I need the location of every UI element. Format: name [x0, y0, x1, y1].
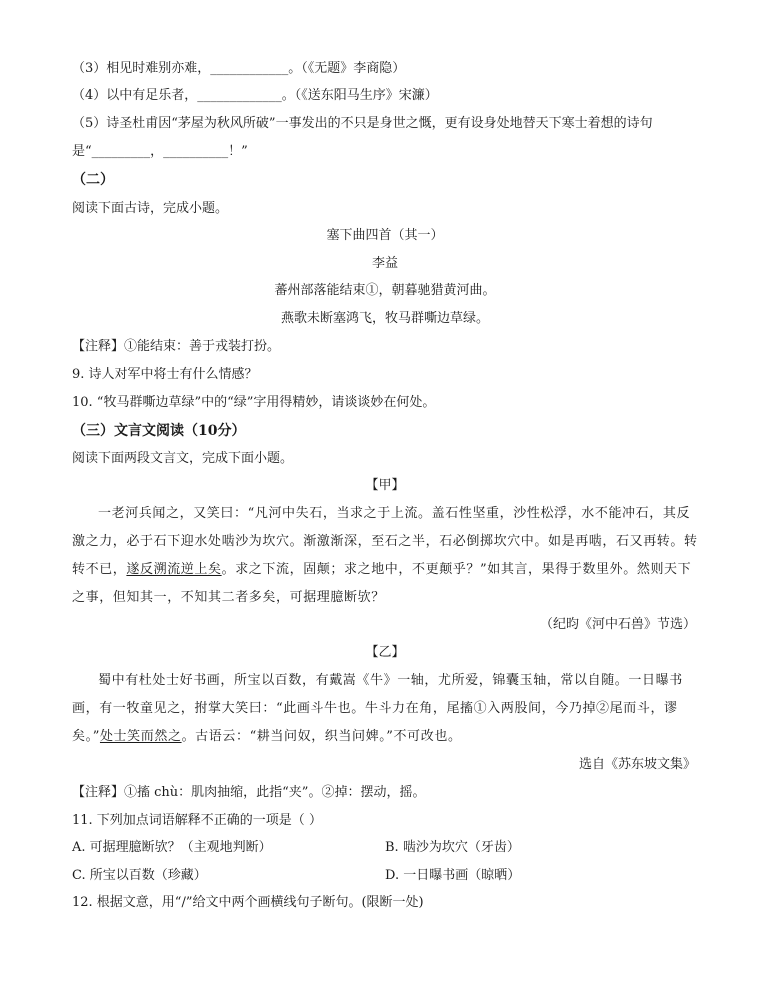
question-5-line-1: （5）诗圣杜甫因“茅屋为秋风所破”一事发出的不只是身世之慨，更有设身处地替天下寒士着想的诗句: [72, 116, 653, 131]
yi-line-3-end: 。古语云：“耕当问奴，织当问婢。”不可改也。: [181, 729, 462, 744]
question-5-line-2: 是“_________，__________！”: [72, 144, 248, 159]
passage-yi-label: 【乙】: [365, 645, 405, 660]
poem-title: 塞下曲四首（其一）: [326, 228, 444, 243]
passage-yi-line-1: 蜀中有杜处士好书画，所宝以百数，有戴嵩《牛》一轴，尤所爱，锦囊玉轴，常以自随。一日曝书: [98, 673, 683, 688]
passage-yi-note: 【注释】①搐 chù：肌肉抽缩，此指“夹”。②掉：摆动，摇。: [72, 785, 426, 800]
question-11-option-d: D. 一日曝书画（晾晒）: [385, 868, 521, 883]
question-10: 10. “牧马群嘶边草绿”中的“绿”字用得精妙，请谈谈妙在何处。: [72, 395, 436, 410]
section-3-title: （三）文言文阅读（10分）: [72, 423, 246, 439]
jia-line-3-start: 转不已，: [72, 562, 127, 577]
passage-jia-line-3: [72, 561, 691, 579]
question-9: 9. 诗人对军中将士有什么情感？: [72, 367, 258, 382]
question-3: （3）相见时难别亦难，____________。（《无题》李商隐）: [72, 61, 406, 76]
poem-author: 李益: [371, 256, 398, 271]
question-11-option-b: B. 啮沙为坎穴（牙齿）: [385, 840, 520, 855]
passage-yi-source: 选自《苏东坡文集》: [578, 757, 696, 772]
passage-jia-source: （纪昀《河中石兽》节选）: [539, 617, 696, 632]
underlined-sentence-2: 处士笑而然之: [99, 729, 182, 744]
passage-yi-line-2: 画，有一牧童见之，拊掌大笑曰：“此画斗牛也。牛斗力在角，尾搐①入两股间，今乃掉②尾而斗，谬: [72, 701, 678, 716]
passage-jia-line-2: 激之力，必于石下迎水处啮沙为坎穴。渐激渐深，至石之半，石必倒掷坎穴中。如是再啮，石又再转。转: [72, 534, 698, 549]
poem-line-1: 蕃州部落能结束①，朝暮驰猎黄河曲。: [274, 283, 496, 298]
yi-line-3-start: 矣。”: [72, 729, 100, 744]
passage-jia-line-1: 一老河兵闻之，又笑曰：“凡河中失石，当求之于上流。盖石性坚重，沙性松浮，水不能冲石，其反: [98, 506, 691, 521]
passage-jia-line-4: 之事，但知其一，不知其二者多矣，可据理臆断欤？: [72, 590, 385, 605]
passage-yi-line-3: [72, 728, 462, 746]
poem-line-2: 燕歌未断塞鸿飞，牧马群嘶边草绿。: [280, 311, 489, 326]
jia-line-3-end: 。求之下流，固颠；求之地中，不更颠乎？”如其言，果得于数里外。然则天下: [221, 562, 692, 577]
question-11-option-a: A. 可据理臆断欤？（主观地判断）: [72, 840, 272, 855]
section-2-title: （二）: [72, 172, 114, 188]
question-12: 12. 根据文意，用“/”给文中两个画横线句子断句。(限断一处): [72, 895, 424, 910]
passage-jia-label: 【甲】: [365, 478, 405, 493]
underlined-sentence-1: 遂反溯流逆上矣: [126, 562, 222, 577]
section-3-intro: 阅读下面两段文言文，完成下面小题。: [72, 451, 294, 466]
question-11-option-c: C. 所宝以百数（珍藏）: [72, 868, 207, 883]
question-4: （4）以中有足乐者，_____________。（《送东阳马生序》宋濂）: [72, 88, 438, 103]
question-11-stem: 11. 下列加点词语解释不正确的一项是（ ）: [72, 813, 322, 828]
section-2-intro: 阅读下面古诗，完成小题。: [72, 201, 229, 216]
poem-note: 【注释】①能结束：善于戎装打扮。: [72, 339, 281, 354]
